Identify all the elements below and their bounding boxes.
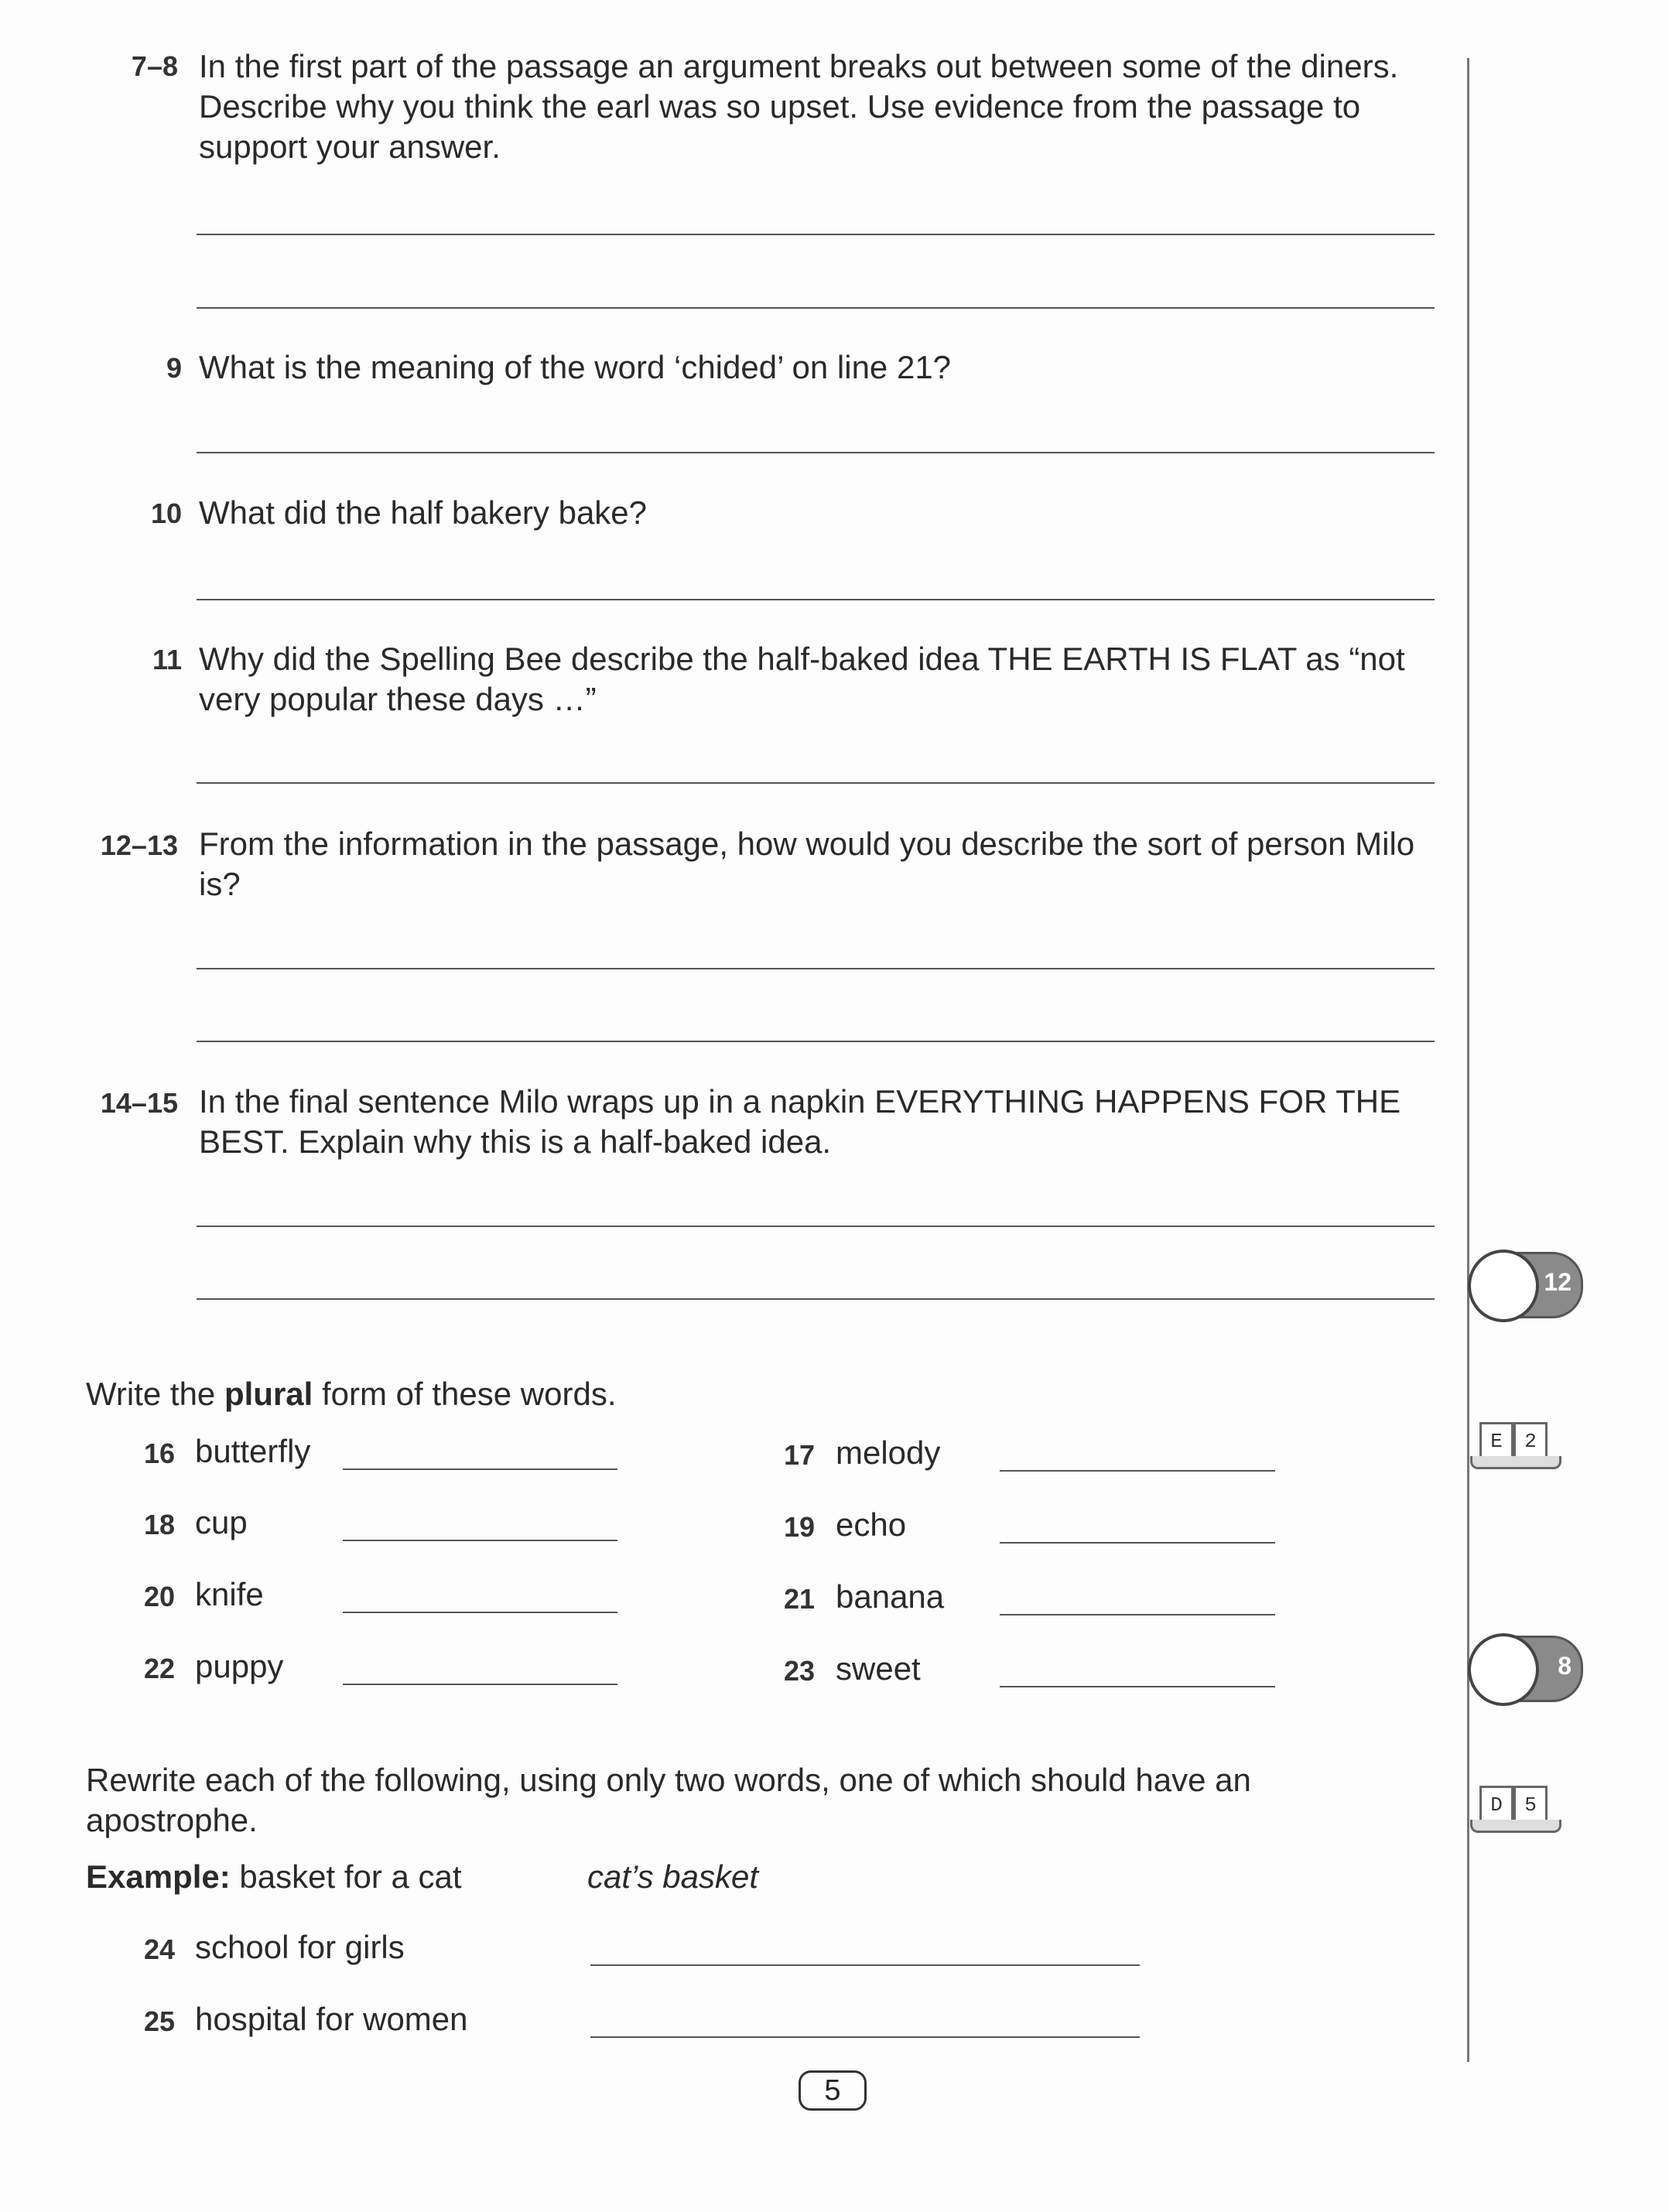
plural-word: butterfly bbox=[195, 1433, 311, 1469]
question-number: 9 bbox=[166, 352, 182, 384]
score-total: 12 bbox=[1544, 1268, 1572, 1296]
answer-line[interactable] bbox=[197, 452, 1435, 453]
answer-line[interactable] bbox=[1000, 1542, 1275, 1544]
item-number: 22 bbox=[144, 1653, 176, 1684]
plural-word: banana bbox=[836, 1578, 945, 1615]
item-number: 20 bbox=[144, 1581, 176, 1612]
answer-line[interactable] bbox=[197, 1298, 1435, 1300]
answer-line[interactable] bbox=[197, 599, 1435, 600]
score-circle[interactable] bbox=[1468, 1250, 1539, 1322]
plural-keyword: plural bbox=[224, 1376, 313, 1412]
plural-suffix: form of these words. bbox=[322, 1376, 617, 1412]
answer-line[interactable] bbox=[343, 1684, 617, 1685]
answer-line[interactable] bbox=[1000, 1470, 1275, 1472]
answer-line[interactable] bbox=[1000, 1614, 1275, 1615]
answer-line[interactable] bbox=[1000, 1686, 1275, 1687]
answer-line[interactable] bbox=[343, 1540, 617, 1541]
question-number: 11 bbox=[152, 644, 182, 675]
answer-line[interactable] bbox=[343, 1612, 617, 1613]
apostrophe-instruction: Rewrite each of the following, using only two words, one of which should have an apostrophe. bbox=[86, 1762, 1251, 1838]
book-letter: E bbox=[1479, 1422, 1513, 1461]
plural-word: cup bbox=[195, 1504, 248, 1540]
question-number: 10 bbox=[150, 497, 182, 529]
book-icon bbox=[1470, 1786, 1561, 1834]
item-number: 21 bbox=[784, 1583, 816, 1615]
question-text: What is the meaning of the word ‘chided’ on line 21? bbox=[199, 349, 952, 385]
book-number: 2 bbox=[1513, 1422, 1548, 1461]
plural-word: melody bbox=[836, 1434, 941, 1471]
item-number: 18 bbox=[144, 1509, 176, 1540]
margin-rule bbox=[1467, 58, 1469, 2062]
book-letter: D bbox=[1479, 1786, 1513, 1824]
question-number: 7–8 bbox=[131, 50, 178, 82]
plural-instruction bbox=[86, 1374, 1401, 1414]
answer-line[interactable] bbox=[197, 307, 1435, 309]
example-answer: cat’s basket bbox=[587, 1858, 759, 1895]
answer-line[interactable] bbox=[590, 2036, 1140, 2038]
item-number: 25 bbox=[144, 2005, 176, 2037]
book-icon bbox=[1470, 1422, 1561, 1470]
question-text: What did the half bakery bake? bbox=[199, 494, 648, 531]
score-box bbox=[1470, 1252, 1583, 1318]
book-number: 5 bbox=[1513, 1786, 1548, 1824]
question-text: From the information in the passage, how would you describe the sort of person Milo is? bbox=[199, 826, 1415, 902]
answer-line[interactable] bbox=[197, 782, 1435, 784]
example-phrase: basket for a cat bbox=[239, 1858, 462, 1895]
question-text: Why did the Spelling Bee describe the half-baked idea THE EARTH IS FLAT as “not very popular these days …” bbox=[199, 641, 1405, 717]
question-number: 14–15 bbox=[100, 1087, 178, 1119]
score-total: 8 bbox=[1558, 1652, 1572, 1680]
plural-word: sweet bbox=[836, 1650, 921, 1687]
answer-line[interactable] bbox=[590, 1964, 1140, 1966]
answer-line[interactable] bbox=[197, 1226, 1435, 1227]
plural-word: knife bbox=[195, 1576, 264, 1612]
apostrophe-phrase: school for girls bbox=[195, 1929, 405, 1965]
example-label: Example: bbox=[86, 1858, 231, 1895]
answer-line[interactable] bbox=[197, 234, 1435, 235]
item-number: 16 bbox=[144, 1438, 176, 1469]
question-text: In the first part of the passage an argument breaks out between some of the diners. Describe why you think the earl was so upset. Use evidence from the passage to support your answer. bbox=[199, 48, 1399, 165]
answer-line[interactable] bbox=[197, 968, 1435, 969]
item-number: 17 bbox=[784, 1439, 816, 1471]
question-text: In the final sentence Milo wraps up in a napkin EVERYTHING HAPPENS FOR THE BEST. Explain why this is a half-baked idea. bbox=[199, 1083, 1401, 1160]
plural-word: puppy bbox=[195, 1648, 284, 1684]
item-number: 19 bbox=[784, 1511, 816, 1543]
answer-line[interactable] bbox=[343, 1468, 617, 1470]
example-row bbox=[86, 1857, 1014, 1897]
score-circle[interactable] bbox=[1468, 1633, 1539, 1706]
apostrophe-phrase: hospital for women bbox=[195, 2001, 468, 2037]
page-number: 5 bbox=[799, 2070, 867, 2111]
plural-word: echo bbox=[836, 1506, 907, 1543]
item-number: 24 bbox=[144, 1933, 176, 1965]
answer-line[interactable] bbox=[197, 1041, 1435, 1042]
item-number: 23 bbox=[784, 1655, 816, 1687]
score-box bbox=[1470, 1636, 1583, 1702]
plural-prefix: Write the bbox=[86, 1376, 216, 1412]
question-number: 12–13 bbox=[100, 829, 178, 861]
